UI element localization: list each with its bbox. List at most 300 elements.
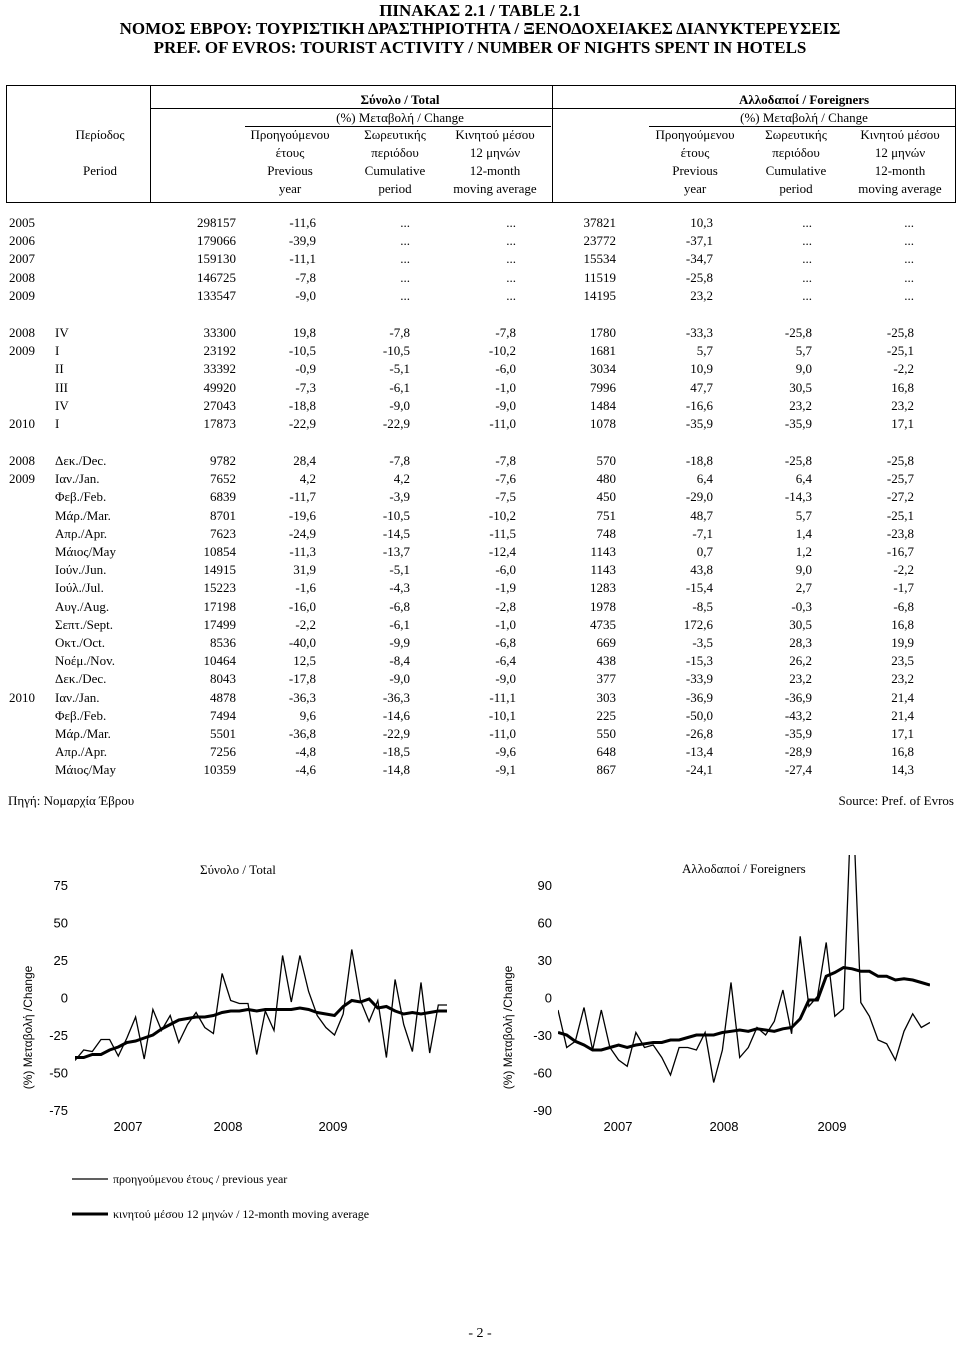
table-cell-c2: -4,3 <box>389 580 410 596</box>
table-cell-t: 7256 <box>210 744 236 760</box>
table-cell-d3: -16,7 <box>886 544 914 559</box>
table-cell-f: 7996 <box>590 379 616 395</box>
table-cell-t: 4878 <box>210 689 236 705</box>
x-tick-label: 2009 <box>318 1119 348 1134</box>
table-cell-d2: 5,7 <box>795 343 812 359</box>
table-cell-f: 1078 <box>590 416 616 431</box>
table-cell-c1: -22,9 <box>288 416 316 431</box>
table-cell-c1: -4,6 <box>295 762 316 778</box>
header-change: (%) Μεταβολή / Change <box>740 110 868 125</box>
table-cell-t: 8536 <box>210 635 236 650</box>
table-cell-c2: -7,8 <box>389 325 410 340</box>
table-cell-d1: 48,7 <box>690 507 713 523</box>
row-period: IV <box>55 397 69 413</box>
header-mov: moving average <box>858 181 942 196</box>
table-cell-c2: -9,0 <box>389 671 410 687</box>
table-cell-f: 1283 <box>590 580 616 596</box>
header-mov: moving average <box>453 181 537 196</box>
source-gr: Πηγή: Νομαρχία Έβρου <box>8 793 135 808</box>
header-period-en: Period <box>83 163 117 178</box>
table-title: ΠΙΝΑΚΑΣ 2.1 / TABLE 2.1 <box>379 1 581 20</box>
table-cell-t: 9782 <box>210 453 236 468</box>
table-cell-f: 4735 <box>590 616 616 632</box>
header-cum: περιόδου <box>772 145 820 160</box>
table-cell-c3: ... <box>506 287 516 303</box>
header-divider <box>552 86 553 202</box>
header-prev: έτους <box>275 145 305 160</box>
table-cell-f: 751 <box>596 507 616 523</box>
table-cell-d2: 5,7 <box>795 507 812 523</box>
table-cell-c1: -36,3 <box>288 689 316 705</box>
table-cell-d2: -27,4 <box>784 762 812 778</box>
table-cell-d3: -1,7 <box>893 580 914 596</box>
table-cell-f: 14195 <box>583 287 616 303</box>
table-cell-c3: -10,2 <box>488 343 516 359</box>
table-cell-c1: 12,5 <box>293 653 316 669</box>
table-cell-t: 17198 <box>203 598 236 614</box>
table-cell-t: 23192 <box>203 343 236 359</box>
x-tick-label: 2007 <box>603 1119 633 1134</box>
table-cell-t: 7652 <box>210 471 236 487</box>
header-rule <box>150 108 955 109</box>
table-cell-d1: 6,4 <box>696 471 713 487</box>
table-cell-d1: -29,0 <box>685 489 713 505</box>
table-cell-c1: -16,0 <box>288 598 316 614</box>
table-cell-f: 15534 <box>583 251 616 267</box>
row-period: Δεκ./Dec. <box>55 453 107 468</box>
table-cell-d1: -37,1 <box>685 233 713 249</box>
table-cell-d3: 21,4 <box>891 689 914 705</box>
header-cum: period <box>378 181 412 196</box>
table-cell-t: 10464 <box>203 653 236 669</box>
header-total: Σύνολο / Total <box>360 92 440 107</box>
table-cell-d1: -36,9 <box>685 689 713 705</box>
table-cell-c3: -11,0 <box>489 416 516 431</box>
table-cell-c2: -10,5 <box>382 343 410 359</box>
table-cell-c3: -6,0 <box>495 562 516 578</box>
table-cell-c1: -10,5 <box>288 343 316 359</box>
table-cell-d2: 28,3 <box>789 635 812 650</box>
table-cell-d3: -27,2 <box>886 489 914 505</box>
header-divider <box>150 86 151 202</box>
table-cell-c3: -9,0 <box>495 671 516 687</box>
table-cell-c3: -11,0 <box>489 726 516 741</box>
table-cell-d3: -25,8 <box>886 453 914 468</box>
table-cell-c1: -4,8 <box>295 744 316 760</box>
table-cell-d3: 17,1 <box>891 416 914 431</box>
table-cell-d3: ... <box>904 215 914 230</box>
table-cell-d2: ... <box>802 215 812 230</box>
table-cell-d3: -23,8 <box>886 525 914 541</box>
table-cell-d2: ... <box>802 233 812 249</box>
table-cell-c1: -11,3 <box>289 544 316 559</box>
table-cell-c2: -14,6 <box>382 707 410 723</box>
row-period: III <box>55 379 68 395</box>
y-tick-label: -25 <box>49 1028 68 1043</box>
header-mov: 12-month <box>469 163 521 178</box>
table-cell-d2: 9,0 <box>795 361 812 377</box>
table-cell-c3: -7,8 <box>495 325 516 340</box>
table-cell-d3: 16,8 <box>891 744 914 760</box>
row-period: Φεβ./Feb. <box>55 489 107 505</box>
table-cell-f: 11519 <box>583 269 616 285</box>
row-year: 2006 <box>9 233 35 249</box>
x-tick-label: 2008 <box>213 1119 243 1134</box>
table-cell-c2: -5,1 <box>389 562 410 578</box>
row-year: 2009 <box>9 471 35 487</box>
header-period-gr: Περίοδος <box>75 127 125 142</box>
table-cell-c2: -14,5 <box>382 525 410 541</box>
table-cell-t: 5501 <box>210 726 236 741</box>
y-tick-label: 25 <box>53 953 68 968</box>
table-cell-c2: -9,0 <box>389 397 410 413</box>
table-cell-d1: 10,3 <box>690 215 713 230</box>
table-cell-d1: -13,4 <box>685 744 713 760</box>
x-tick-label: 2008 <box>709 1119 739 1134</box>
row-period: IV <box>55 325 69 340</box>
table-cell-f: 550 <box>596 726 616 741</box>
table-cell-c2: -5,1 <box>389 361 410 377</box>
table-cell-f: 1484 <box>590 397 616 413</box>
table-cell-d3: -25,1 <box>886 507 914 523</box>
table-cell-c1: -18,8 <box>288 397 316 413</box>
row-year: 2009 <box>9 343 35 359</box>
table-cell-c1: -7,3 <box>295 379 316 395</box>
table-cell-f: 1143 <box>590 562 616 578</box>
table-cell-d3: 19,9 <box>891 635 914 650</box>
table-cell-d2: -25,8 <box>784 453 812 468</box>
table-cell-f: 669 <box>596 635 616 650</box>
table-cell-c2: -14,8 <box>382 762 410 778</box>
y-tick-label: -75 <box>49 1103 68 1118</box>
row-year: 2005 <box>9 215 35 230</box>
table-cell-t: 15223 <box>203 580 236 596</box>
table-cell-d3: ... <box>904 251 914 267</box>
table-cell-c1: -36,8 <box>288 726 316 741</box>
table-cell-c3: ... <box>506 233 516 249</box>
table-cell-d1: 10,9 <box>690 361 713 377</box>
table-cell-d1: -34,7 <box>685 251 713 267</box>
row-period: I <box>55 416 60 431</box>
table-cell-t: 7494 <box>210 707 236 723</box>
table-cell-d2: ... <box>802 269 812 285</box>
series-line-previous-year <box>558 781 930 1082</box>
table-cell-c2: -18,5 <box>382 744 410 760</box>
table-cell-d1: 0,7 <box>696 544 713 559</box>
table-cell-d3: 14,3 <box>891 762 914 778</box>
table-cell-d1: 47,7 <box>690 379 713 395</box>
y-tick-label: 50 <box>53 915 68 931</box>
table-cell-c1: -39,9 <box>288 233 316 249</box>
table-cell-t: 49920 <box>203 379 236 395</box>
table-cell-t: 6839 <box>210 489 236 505</box>
table-cell-c3: ... <box>506 251 516 267</box>
table-cell-d1: 23,2 <box>690 287 713 303</box>
table-cell-c2: -6,8 <box>389 598 410 614</box>
table-cell-d3: 23,5 <box>891 653 914 669</box>
table-cell-d1: -8,5 <box>692 598 713 614</box>
table-cell-d3: 16,8 <box>891 379 914 395</box>
table-cell-t: 17499 <box>203 616 236 632</box>
table-cell-c3: -10,2 <box>488 507 516 523</box>
table-cell-d2: ... <box>802 287 812 303</box>
header-prev: έτους <box>680 145 710 160</box>
table-cell-d2: 26,2 <box>789 653 812 669</box>
y-tick-label: 60 <box>537 915 552 931</box>
header-cum: Σωρευτικής <box>765 127 827 142</box>
table-cell-d1: -33,9 <box>685 671 713 687</box>
table-cell-f: 225 <box>596 707 616 723</box>
table-cell-c2: -22,9 <box>382 726 410 741</box>
table-cell-c3: -9,1 <box>495 762 516 778</box>
table-cell-d3: -25,1 <box>886 343 914 359</box>
table-cell-d2: -14,3 <box>784 489 812 505</box>
table-cell-d1: -26,8 <box>685 726 713 741</box>
table-cell-t: 27043 <box>203 397 236 413</box>
table-cell-d2: 30,5 <box>789 616 812 632</box>
table-cell-c1: -11,6 <box>289 215 316 230</box>
table-cell-c3: -1,0 <box>495 616 516 632</box>
header-prev: Προηγούμενου <box>250 127 330 142</box>
table-cell-d3: ... <box>904 287 914 303</box>
table-cell-f: 748 <box>596 525 616 541</box>
table-cell-t: 10854 <box>203 544 236 559</box>
row-period: Ιαν./Jan. <box>55 689 100 705</box>
header-cum: Σωρευτικής <box>364 127 426 142</box>
table-cell-c2: ... <box>400 215 410 230</box>
table-cell-d2: -35,9 <box>784 416 812 431</box>
row-period: Οκτ./Oct. <box>55 635 106 650</box>
table-cell-d1: -18,8 <box>685 453 713 468</box>
row-year: 2007 <box>9 251 35 267</box>
table-cell-d2: 30,5 <box>789 379 812 395</box>
x-tick-label: 2009 <box>817 1119 847 1134</box>
y-tick-label: 90 <box>537 878 552 893</box>
table-cell-c1: -1,6 <box>295 580 316 596</box>
table-cell-d2: -25,8 <box>784 325 812 340</box>
table-cell-d1: -3,5 <box>692 635 713 650</box>
row-year: 2009 <box>9 287 35 303</box>
table-cell-t: 17873 <box>203 416 236 431</box>
table-cell-d2: 23,2 <box>789 671 812 687</box>
row-period: Ιούν./Jun. <box>55 562 107 578</box>
header-change: (%) Μεταβολή / Change <box>336 110 464 125</box>
table-cell-d1: -35,9 <box>685 416 713 431</box>
y-tick-label: 0 <box>60 990 68 1006</box>
table-cell-f: 377 <box>596 671 616 687</box>
table-cell-t: 179066 <box>197 233 236 249</box>
table-cell-c3: -6,8 <box>495 635 516 650</box>
table-cell-f: 23772 <box>583 233 616 249</box>
table-cell-t: 8701 <box>210 507 236 523</box>
table-cell-d1: 172,6 <box>683 616 713 632</box>
table-cell-f: 648 <box>596 744 616 760</box>
row-period: Απρ./Apr. <box>55 744 108 760</box>
table-cell-t: 14915 <box>203 562 236 578</box>
table-cell-d2: -0,3 <box>791 598 812 614</box>
table-cell-d1: -7,1 <box>692 525 713 541</box>
table-cell-f: 867 <box>596 762 616 778</box>
table-cell-t: 146725 <box>197 269 236 285</box>
table-cell-t: 8043 <box>210 671 236 687</box>
table-cell-d3: 21,4 <box>891 707 914 723</box>
row-period: Απρ./Apr. <box>55 525 108 541</box>
row-year: 2010 <box>9 689 35 705</box>
table-cell-c3: -6,0 <box>495 361 516 377</box>
table-cell-f: 37821 <box>583 215 616 230</box>
table-cell-d3: ... <box>904 269 914 285</box>
page-number: - 2 - <box>468 1326 492 1341</box>
table-title-greek: ΝΟΜΟΣ ΕΒΡΟΥ: ΤΟΥΡΙΣΤΙΚΗ ΔΡΑΣΤΗΡΙΟΤΗΤΑ / ΞΕΝΟΔΟΧΕΙΑΚΕΣ ΔΙΑΝΥΚΤΕΡΕΥΣΕΙΣ <box>119 19 841 38</box>
table-cell-c3: -6,4 <box>495 653 516 669</box>
header-cum: Cumulative <box>765 163 827 178</box>
table-cell-c2: -10,5 <box>382 507 410 523</box>
table-cell-c1: -40,0 <box>288 635 316 650</box>
table-cell-c2: -36,3 <box>382 689 410 705</box>
header-prev: Προηγούμενου <box>655 127 735 142</box>
table-cell-d3: -25,8 <box>886 325 914 340</box>
y-tick-label: -30 <box>533 1028 552 1043</box>
table-cell-f: 303 <box>596 689 616 705</box>
table-cell-d3: -2,2 <box>893 361 914 377</box>
row-period: Δεκ./Dec. <box>55 671 107 687</box>
row-period: Μάιος/May <box>55 544 116 559</box>
series-line-previous-year <box>75 950 447 1061</box>
legend-label-avg: κινητού μέσου 12 μηνών / 12-month moving average <box>113 1207 370 1221</box>
table-cell-d2: -28,9 <box>784 744 812 760</box>
x-tick-label: 2007 <box>113 1119 143 1134</box>
table-cell-c2: -8,4 <box>389 653 410 669</box>
header-foreigners: Αλλοδαποί / Foreigners <box>738 92 870 107</box>
row-year: 2010 <box>9 416 35 431</box>
table-cell-c2: -13,7 <box>382 544 410 559</box>
header-mov: 12 μηνών <box>469 145 521 160</box>
table-cell-c3: -10,1 <box>488 707 516 723</box>
table-cell-d2: 6,4 <box>795 471 812 487</box>
table-cell-c2: -9,9 <box>389 635 410 650</box>
row-period: Νοέμ./Nov. <box>55 653 115 669</box>
table-cell-f: 1780 <box>590 325 616 340</box>
table-cell-f: 1978 <box>590 598 616 614</box>
table-cell-f: 570 <box>596 453 616 468</box>
row-period: Μάρ./Mar. <box>55 726 111 741</box>
table-cell-c3: -1,0 <box>495 379 516 395</box>
row-year: 2008 <box>9 325 35 340</box>
table-cell-c1: -11,1 <box>289 251 316 267</box>
table-cell-c1: 4,2 <box>299 471 316 487</box>
y-tick-label: 30 <box>537 953 552 968</box>
table-cell-c3: -1,9 <box>495 580 516 596</box>
row-period: Σεπτ./Sept. <box>55 616 114 632</box>
table-cell-t: 33300 <box>203 325 236 340</box>
table-cell-d3: ... <box>904 233 914 249</box>
row-period: I <box>55 343 60 359</box>
table-cell-d3: -6,8 <box>893 598 914 614</box>
table-cell-c2: -3,9 <box>389 489 410 505</box>
table-cell-c1: -7,8 <box>295 269 316 285</box>
table-cell-d2: 9,0 <box>795 562 812 578</box>
table-cell-c1: 31,9 <box>293 562 316 578</box>
row-year: 2008 <box>9 453 35 468</box>
row-period: Ιούλ./Jul. <box>55 580 104 596</box>
table-cell-d2: 1,2 <box>795 544 812 559</box>
table-cell-c2: ... <box>400 251 410 267</box>
table-cell-c2: ... <box>400 269 410 285</box>
header-cum: περιόδου <box>371 145 419 160</box>
table-cell-d2: 1,4 <box>795 525 812 541</box>
table-cell-c3: ... <box>506 269 516 285</box>
table-cell-c1: 9,6 <box>299 707 316 723</box>
table-cell-c1: 19,8 <box>293 325 316 340</box>
row-period: Μάιος/May <box>55 762 116 778</box>
table-cell-d1: -24,1 <box>685 762 713 778</box>
table-cell-c1: -9,0 <box>295 287 316 303</box>
table-cell-d3: -25,7 <box>886 471 914 487</box>
series-line-moving-average <box>75 999 447 1058</box>
header-prev: Previous <box>672 163 718 178</box>
table-cell-d2: -35,9 <box>784 726 812 741</box>
table-cell-d1: 5,7 <box>696 343 713 359</box>
table-cell-d1: -16,6 <box>685 397 713 413</box>
table-cell-d2: 23,2 <box>789 397 812 413</box>
table-cell-c1: -17,8 <box>288 671 316 687</box>
table-cell-c2: ... <box>400 287 410 303</box>
table-cell-c1: -24,9 <box>288 525 316 541</box>
row-period: Μάρ./Mar. <box>55 507 111 523</box>
table-cell-c2: -22,9 <box>382 416 410 431</box>
table-cell-c2: -6,1 <box>389 379 410 395</box>
series-line-moving-average <box>558 968 930 1051</box>
table-cell-t: 159130 <box>197 251 236 267</box>
table-cell-f: 3034 <box>590 361 616 377</box>
y-tick-label: 0 <box>544 990 552 1006</box>
header-cum: Cumulative <box>364 163 426 178</box>
table-cell-c1: -0,9 <box>295 361 316 377</box>
y-tick-label: 75 <box>53 878 68 893</box>
table-cell-c2: -7,8 <box>389 453 410 468</box>
y-axis-label: (%) Μεταβολή /Change <box>21 965 35 1090</box>
header-cum: period <box>779 181 813 196</box>
table-cell-c3: -11,1 <box>489 689 516 705</box>
row-period: Ιαν./Jan. <box>55 471 100 487</box>
y-tick-label: -60 <box>533 1065 552 1081</box>
table-cell-d3: 16,8 <box>891 616 914 632</box>
table-cell-f: 480 <box>596 471 616 487</box>
table-cell-c1: -19,6 <box>288 507 316 523</box>
chart-title-foreigners: Αλλοδαποί / Foreigners <box>682 861 806 876</box>
table-cell-c3: -11,5 <box>489 525 516 541</box>
table-cell-d1: -25,8 <box>685 269 713 285</box>
table-cell-t: 298157 <box>197 215 236 230</box>
table-cell-d2: -36,9 <box>784 689 812 705</box>
y-tick-label: -90 <box>533 1103 552 1118</box>
row-year: 2008 <box>9 269 35 285</box>
table-cell-c1: 28,4 <box>293 453 316 468</box>
table-cell-d1: -50,0 <box>685 707 713 723</box>
table-cell-c3: -9,0 <box>495 397 516 413</box>
header-prev: Previous <box>267 163 313 178</box>
table-cell-t: 10359 <box>203 762 236 778</box>
table-cell-d3: 23,2 <box>891 397 914 413</box>
table-cell-d2: 2,7 <box>795 580 812 596</box>
row-period: II <box>55 361 64 377</box>
header-prev: year <box>278 181 302 196</box>
table-cell-c2: -6,1 <box>389 616 410 632</box>
table-cell-d1: -15,4 <box>685 580 713 596</box>
source-en: Source: Pref. of Evros <box>838 793 954 808</box>
table-cell-d3: -2,2 <box>893 562 914 578</box>
table-cell-t: 133547 <box>197 287 236 303</box>
